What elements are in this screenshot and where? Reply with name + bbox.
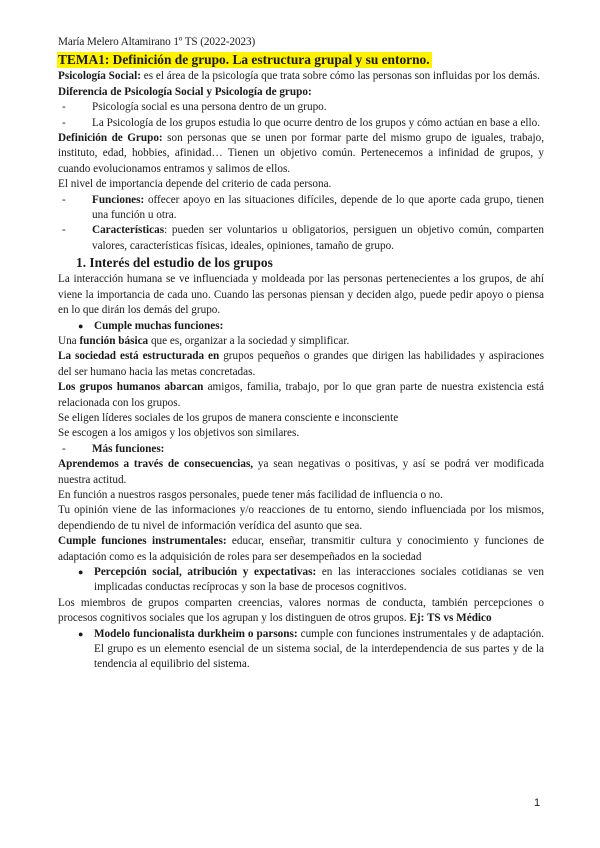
dash-marker: - [62,224,66,237]
page-content [58,52,544,673]
aprendemos-paragraph: Aprendemos a través de consecuencias, ya sean negativas o positivas, y así se podrá ver modificada nuestra actitud. [58,458,544,486]
psicologia-social-paragraph: Psicología Social: es el área de la psicología que trata sobre cómo las personas son influidas por los demás. [58,70,540,83]
definicion-grupo-paragraph: Definición de Grupo: son personas que se unen por formar parte del mismo grupo de iguales, trabajo, instituto, edad, hobbies, afinidad… Tienen un objetivo común. Pertenecemos a infinidad de grupos, y cuando evolucionamos entramos y salimos de ellos. [58,132,545,175]
page-number: 1 [534,797,541,809]
document-title: TEMA1: Definición de grupo. La estructura grupal y su entorno. [58,52,430,67]
importancia-paragraph: El nivel de importancia depende del criterio de cada persona. [58,178,332,191]
sociedad-paragraph: La sociedad está estructurada en grupos pequeños o grandes que dirigen las habilidades y aspiraciones del ser humano hacia las metas concretadas. [58,350,544,378]
list-item: - Características: pueden ser voluntarios u obligatorios, persiguen un objetivo común, comparten valores, características físicas, ideales, opiniones, tamaño de grupo. [58,223,544,254]
section-heading: 1. Interés del estudio de los grupos [76,255,273,271]
list-item: - Más funciones: [58,442,544,457]
rasgos-paragraph: En función a nuestros rasgos personales, puede tener más facilidad de influencia o no. [58,488,443,501]
dash-marker: - [62,193,66,206]
list-item: - Funciones: offecer apoyo en las situaciones difíciles, depende de lo que aporte cada grupo, tienen una función u otra. [58,193,544,224]
list-item: ● Percepción social, atribución y expectativas: en las interacciones sociales cotidianas se ven implicadas conductas recíprocas y son la base de procesos cognitivos. [58,565,544,596]
diferencia-heading: Diferencia de Psicología Social y Psicología de grupo: [58,85,312,98]
bullet-marker: ● [78,567,84,577]
bullet-marker: ● [78,320,84,331]
funcion-basica-paragraph: Una función básica que es, organizar a la sociedad y simplificar. [58,334,350,347]
lideres-paragraph: Se eligen líderes sociales de los grupos de manera consciente e inconsciente [58,411,399,424]
amigos-paragraph: Se escogen a los amigos y los objetivos son similares. [58,427,300,440]
opinion-paragraph: Tu opinión viene de las informaciones y/o reacciones de tu entorno, siendo influenciada por los mismos, dependiendo de tu nivel de información verídica del asunto que sea. [58,504,544,532]
interes-paragraph: La interacción humana se ve influenciada y moldeada por las personas pertenecientes a los grupos, de ahí viene la importancia de cada uno. Cuando las personas piensan y deciden algo, puede pedir apoyo o piensa en lo que dirán los demás del grupo. [58,273,544,317]
page-header: María Melero Altamirano 1º TS (2022-2023) [58,36,256,48]
dash-marker: - [62,101,66,114]
miembros-paragraph: Los miembros de grupos comparten creencias, valores normas de conducta, también percepciones o procesos cognitivos sociales que los agrupan y los distinguen de otros grupos. Ej: TS vs Médico [58,596,544,625]
list-item: ● Modelo funcionalista durkheim o parsons: cumple con funciones instrumentales y de adaptación. El grupo es un elemento esencial de un sistema social, de la interdependencia de sus partes y de la tendencia al equilibrio del sistema. [58,627,544,673]
list-item: ● Cumple muchas funciones: [58,319,544,334]
dash-marker: - [62,442,66,455]
bullet-marker: ● [78,628,84,639]
list-item: - Psicología social es una persona dentro de un grupo. [58,100,544,115]
dash-marker: - [62,116,66,129]
instrumentales-paragraph: Cumple funciones instrumentales: educar, enseñar, transmitir cultura y conocimiento y funciones de adaptación como es la adquisición de roles para ser desempeñados en la sociedad [58,535,544,563]
grupos-humanos-paragraph: Los grupos humanos abarcan amigos, familia, trabajo, por lo que gran parte de nuestra existencia está relacionada con los grupos. [58,381,544,409]
list-item: - La Psicología de los grupos estudia lo que ocurre dentro de los grupos y cómo actúan en base a ello. [58,116,544,131]
